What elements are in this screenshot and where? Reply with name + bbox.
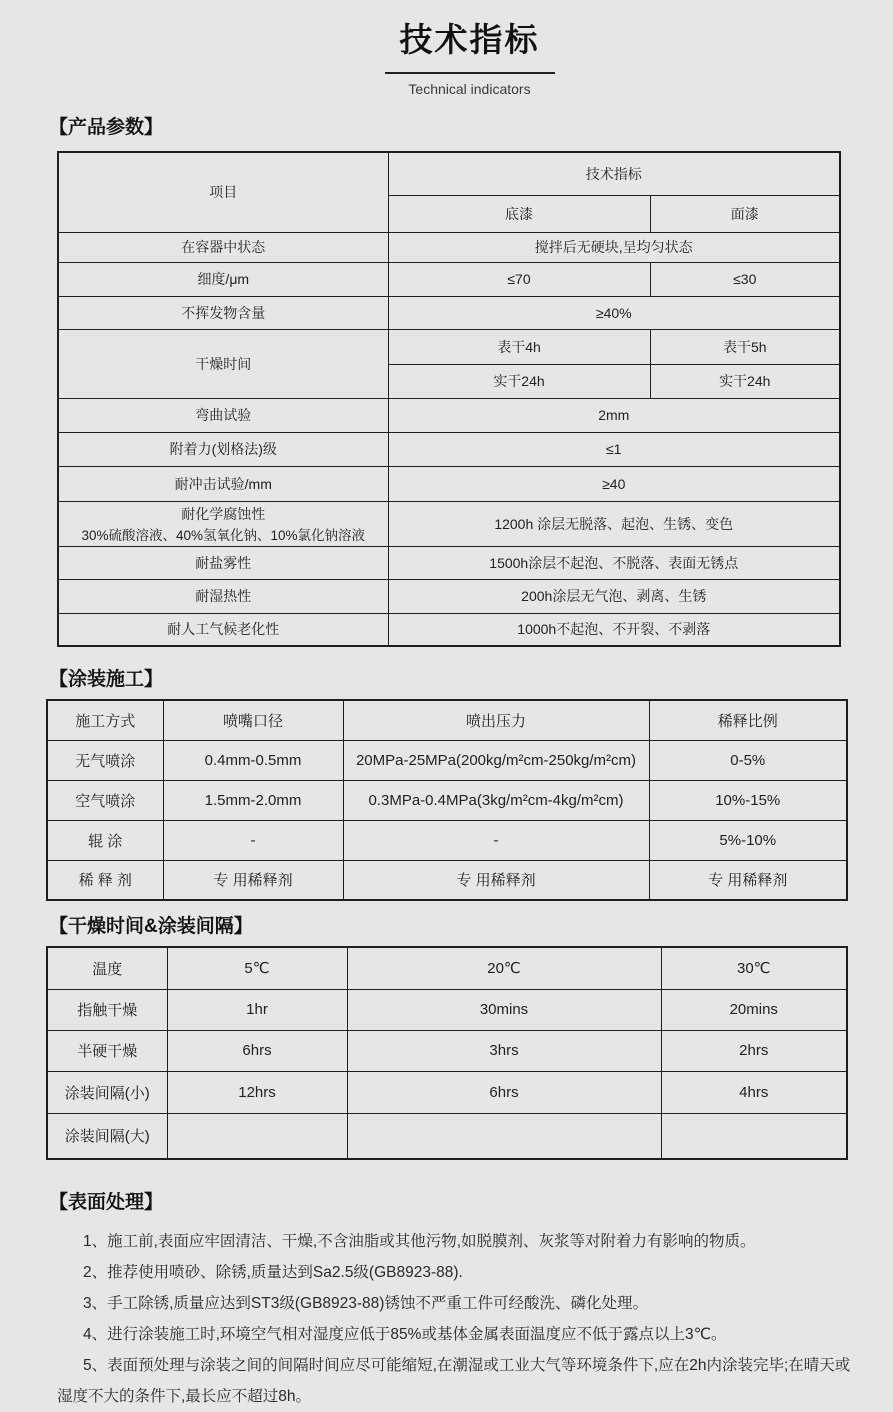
page-title: 技术指标 bbox=[399, 21, 540, 58]
cell-value: 30mins bbox=[347, 989, 661, 1030]
row-value: ≤1 bbox=[388, 432, 840, 466]
note-item-2: 2、推荐使用喷砂、除锈,质量达到Sa2.5级(GB8923-88). bbox=[83, 1264, 463, 1281]
cell-temp-5: 5℃ bbox=[167, 947, 347, 989]
cell-pressure: - bbox=[343, 820, 649, 860]
section-heading-surface-treatment: 【表面处理】 bbox=[49, 1192, 164, 1213]
cell-dilution: 10%-15% bbox=[649, 780, 847, 820]
row-value-topcoat: 表干5h bbox=[650, 329, 840, 364]
section-heading-drying-interval: 【干燥时间&涂装间隔】 bbox=[49, 916, 253, 937]
cell-value bbox=[347, 1113, 661, 1159]
header-cell: 稀释比例 bbox=[649, 700, 847, 740]
cell-value: 2hrs bbox=[661, 1030, 847, 1071]
row-label-line1: 耐化学腐蚀性 bbox=[181, 505, 266, 522]
section-heading-product-params: 【产品参数】 bbox=[49, 117, 164, 138]
cell-temp-20: 20℃ bbox=[347, 947, 661, 989]
note-item-1: 1、施工前,表面应牢固清洁、干燥,不含油脂或其他污物,如脱膜剂、灰浆等对附着力有影响的物质。 bbox=[83, 1233, 756, 1250]
cell-nozzle: 0.4mm-0.5mm bbox=[163, 740, 343, 780]
row-label: 耐盐雾性 bbox=[58, 546, 388, 579]
row-label: 附着力(划格法)级 bbox=[58, 432, 388, 466]
row-value: 1000h不起泡、不开裂、不剥落 bbox=[388, 613, 840, 646]
cell-dilution: 专 用稀释剂 bbox=[649, 860, 847, 900]
row-label: 温度 bbox=[47, 947, 167, 989]
row-value: 搅拌后无硬块,呈均匀状态 bbox=[388, 232, 840, 262]
row-label: 涂装间隔(小) bbox=[47, 1071, 167, 1113]
table-row bbox=[47, 860, 847, 900]
header-cell: 施工方式 bbox=[47, 700, 163, 740]
row-label: 弯曲试验 bbox=[58, 398, 388, 432]
table-row bbox=[47, 740, 847, 780]
row-value-primer: ≤70 bbox=[388, 262, 650, 296]
row-label: 在容器中状态 bbox=[58, 232, 388, 262]
table-row bbox=[58, 501, 840, 546]
coating-construction-table bbox=[46, 699, 848, 901]
row-label-line2: 30%硫酸溶液、40%氢氧化钠、10%氯化钠溶液 bbox=[81, 527, 366, 543]
row-label: 细度/μm bbox=[58, 262, 388, 296]
row-label: 涂装间隔(大) bbox=[47, 1113, 167, 1159]
header-cell-primer: 底漆 bbox=[388, 195, 650, 232]
note-item-4: 4、进行涂装施工时,环境空气相对湿度应低于85%或基体金属表面温度应不低于露点以上3℃。 bbox=[83, 1326, 727, 1343]
product-params-table bbox=[57, 151, 841, 647]
title-divider bbox=[385, 72, 555, 74]
table-row bbox=[58, 432, 840, 466]
cell-dilution: 5%-10% bbox=[649, 820, 847, 860]
row-value: 1200h 涂层无脱落、起泡、生锈、变色 bbox=[388, 501, 840, 546]
row-label: 耐冲击试验/mm bbox=[58, 466, 388, 501]
table-row bbox=[47, 989, 847, 1030]
row-value: 1500h涂层不起泡、不脱落、表面无锈点 bbox=[388, 546, 840, 579]
cell-value: 6hrs bbox=[347, 1071, 661, 1113]
row-label: 半硬干燥 bbox=[47, 1030, 167, 1071]
drying-interval-table bbox=[46, 946, 848, 1160]
table-row bbox=[58, 262, 840, 296]
cell-pressure: 0.3MPa-0.4MPa(3kg/m²cm-4kg/m²cm) bbox=[343, 780, 649, 820]
cell-value bbox=[167, 1113, 347, 1159]
header-cell: 喷嘴口径 bbox=[163, 700, 343, 740]
table-row bbox=[58, 232, 840, 262]
cell-value: 20mins bbox=[661, 989, 847, 1030]
row-label: 不挥发物含量 bbox=[58, 296, 388, 329]
row-value-primer: 表干4h bbox=[388, 329, 650, 364]
row-label: 耐人工气候老化性 bbox=[58, 613, 388, 646]
cell-pressure: 专 用稀释剂 bbox=[343, 860, 649, 900]
table-row bbox=[58, 579, 840, 613]
table-row bbox=[58, 296, 840, 329]
row-label: 耐湿热性 bbox=[58, 579, 388, 613]
section-heading-coating-construction: 【涂装施工】 bbox=[49, 669, 164, 690]
row-label bbox=[58, 501, 388, 546]
cell-temp-30: 30℃ bbox=[661, 947, 847, 989]
table-row bbox=[58, 329, 840, 364]
row-value: ≥40% bbox=[388, 296, 840, 329]
table-row bbox=[58, 466, 840, 501]
table-row bbox=[47, 780, 847, 820]
row-label: 干燥时间 bbox=[58, 329, 388, 398]
cell-nozzle: 专 用稀释剂 bbox=[163, 860, 343, 900]
page-subtitle: Technical indicators bbox=[408, 81, 531, 97]
cell-value: 12hrs bbox=[167, 1071, 347, 1113]
table-row bbox=[58, 152, 840, 195]
table-header-row bbox=[47, 700, 847, 740]
cell-value bbox=[661, 1113, 847, 1159]
row-label: 辊 涂 bbox=[47, 820, 163, 860]
table-row bbox=[47, 1071, 847, 1113]
surface-treatment-notes bbox=[57, 1226, 857, 1412]
row-label: 指触干燥 bbox=[47, 989, 167, 1030]
cell-value: 6hrs bbox=[167, 1030, 347, 1071]
header-cell-topcoat: 面漆 bbox=[650, 195, 840, 232]
row-value-primer: 实干24h bbox=[388, 364, 650, 398]
row-value: 2mm bbox=[388, 398, 840, 432]
note-item-3: 3、手工除锈,质量应达到ST3级(GB8923-88)锈蚀不严重工件可经酸洗、磷化处理。 bbox=[83, 1295, 648, 1312]
header-cell: 喷出压力 bbox=[343, 700, 649, 740]
row-label: 无气喷涂 bbox=[47, 740, 163, 780]
row-label: 空气喷涂 bbox=[47, 780, 163, 820]
cell-value: 4hrs bbox=[661, 1071, 847, 1113]
header-cell-tech: 技术指标 bbox=[388, 152, 840, 195]
table-row bbox=[58, 613, 840, 646]
cell-value: 3hrs bbox=[347, 1030, 661, 1071]
table-row bbox=[47, 1113, 847, 1159]
row-label: 稀 释 剂 bbox=[47, 860, 163, 900]
row-value: ≥40 bbox=[388, 466, 840, 501]
row-value-topcoat: ≤30 bbox=[650, 262, 840, 296]
row-value: 200h涂层无气泡、剥离、生锈 bbox=[388, 579, 840, 613]
cell-pressure: 20MPa-25MPa(200kg/m²cm-250kg/m²cm) bbox=[343, 740, 649, 780]
title-block bbox=[0, 0, 893, 97]
table-row bbox=[58, 546, 840, 579]
table-row bbox=[47, 1030, 847, 1071]
row-value-topcoat: 实干24h bbox=[650, 364, 840, 398]
cell-nozzle: 1.5mm-2.0mm bbox=[163, 780, 343, 820]
table-header-row bbox=[47, 947, 847, 989]
note-item-5: 5、表面预处理与涂装之间的间隔时间应尽可能缩短,在潮湿或工业大气等环境条件下,应在2h内涂装完毕;在晴天或湿度不大的条件下,最长应不超过8h。 bbox=[57, 1357, 851, 1405]
cell-dilution: 0-5% bbox=[649, 740, 847, 780]
table-row bbox=[47, 820, 847, 860]
header-cell-item: 项目 bbox=[58, 152, 388, 232]
cell-nozzle: - bbox=[163, 820, 343, 860]
table-row bbox=[58, 398, 840, 432]
cell-value: 1hr bbox=[167, 989, 347, 1030]
